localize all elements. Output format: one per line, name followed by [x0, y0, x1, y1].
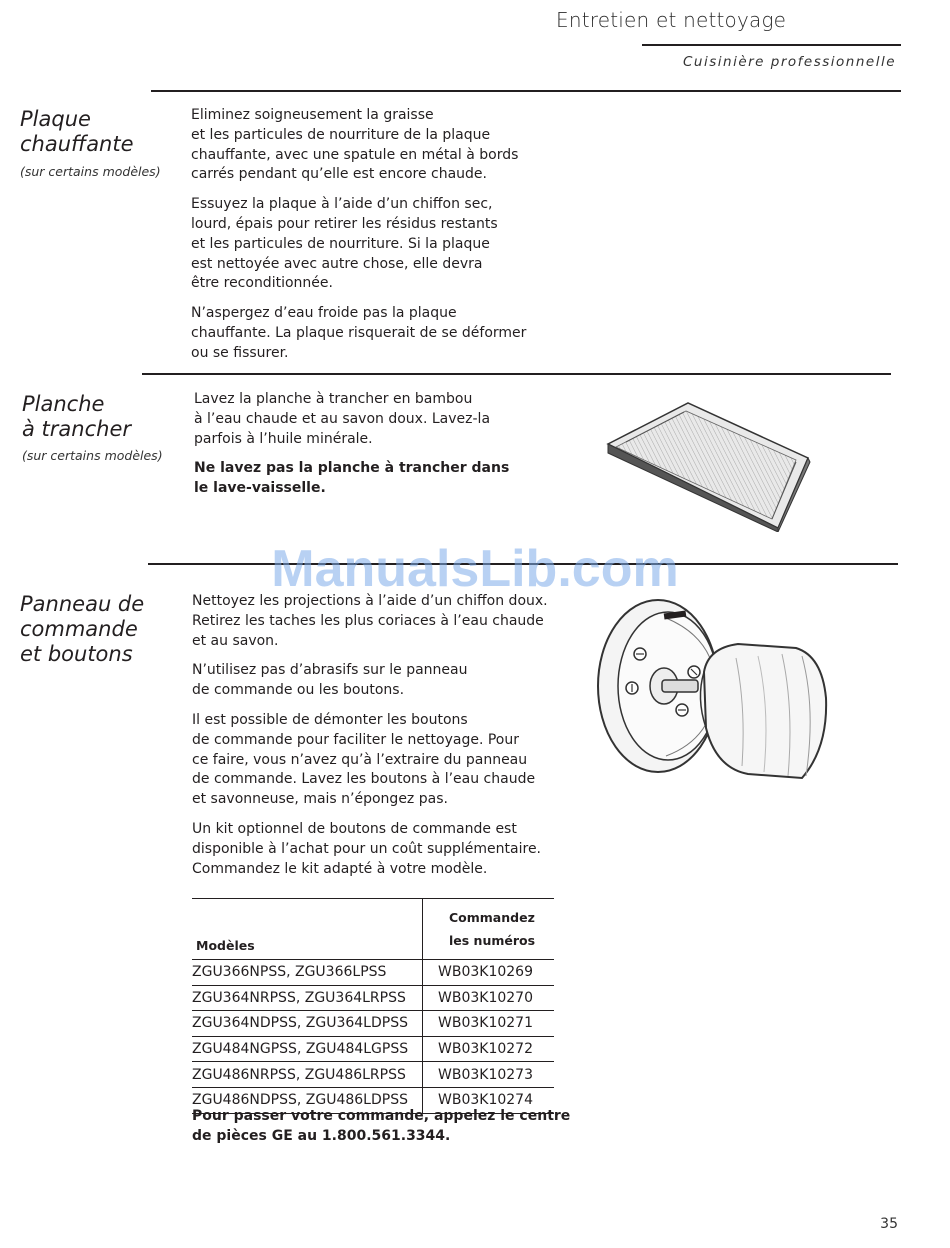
text-line: être reconditionnée.: [191, 275, 333, 292]
text-line: lourd, épais pour retirer les résidus restants: [191, 215, 498, 232]
header-text: Modèles: [196, 938, 255, 953]
part-number-cell: WB03K10271: [438, 1015, 533, 1032]
text-line: Ne lavez pas la planche à trancher dans: [194, 460, 510, 477]
section-note-griddle: (sur certains modèles): [20, 164, 161, 179]
section-title-cutting-board: [22, 392, 131, 442]
model-cell: ZGU484NGPSS, ZGU484LGPSS: [192, 1036, 423, 1062]
column-header-models: [192, 899, 423, 960]
control-knob-illustration: [596, 598, 830, 786]
title-line: chauffante: [20, 132, 134, 156]
text-line: Retirez les taches les plus coriaces à l’eau chaude: [192, 612, 544, 629]
text-line: ce faire, vous n’avez qu’à l’extraire du panneau: [192, 751, 528, 768]
table-row: [192, 1011, 554, 1037]
text-line: Pour passer votre commande, appelez le centre: [192, 1108, 571, 1124]
text-line: et les particules de nourriture. Si la plaque: [191, 235, 490, 252]
header-text: Commandez: [449, 910, 535, 925]
page-number: 35: [880, 1216, 898, 1232]
model-cell: ZGU486NDPSS, ZGU486LDPSS: [192, 1087, 423, 1113]
text-line: et les particules de nourriture de la plaque: [191, 126, 491, 143]
paragraph: [191, 106, 526, 185]
column-header-part-numbers: [423, 899, 555, 960]
model-cell: ZGU366NPSS, ZGU366LPSS: [192, 960, 423, 986]
text-line: de commande pour faciliter le nettoyage. Pour: [192, 731, 519, 748]
model-cell: ZGU486NRPSS, ZGU486LRPSS: [192, 1062, 423, 1088]
text-line: Commandez le kit adapté à votre modèle.: [192, 860, 488, 877]
title-line: et boutons: [20, 642, 133, 666]
cutting-board-text: [194, 390, 509, 509]
parts-table-wrapper: [192, 898, 554, 1114]
page-header-title: Entretien et nettoyage: [556, 8, 787, 32]
text-line: à l’eau chaude et au savon doux. Lavez-la: [194, 410, 491, 427]
part-number-cell: WB03K10272: [438, 1041, 533, 1058]
text-line: et au savon.: [192, 632, 279, 649]
watermark: ManualsLib.com: [271, 540, 679, 598]
header-text: les numéros: [449, 933, 536, 948]
paragraph: [192, 820, 548, 879]
text-line: Lavez la planche à trancher en bambou: [194, 391, 473, 407]
header-rule: [642, 44, 901, 46]
paragraph: [191, 304, 526, 363]
section-title-griddle: [20, 107, 134, 157]
table-row: [192, 960, 554, 986]
paragraph: [192, 592, 548, 651]
title-line: Planche: [22, 392, 105, 416]
text-line: Essuyez la plaque à l’aide d’un chiffon sec,: [191, 196, 493, 213]
text-line: carrés pendant qu’elle est encore chaude.: [191, 166, 487, 183]
text-line: Eliminez soigneusement la graisse: [191, 107, 434, 123]
paragraph: [192, 711, 548, 810]
order-note: [192, 1107, 570, 1147]
part-number-cell: WB03K10269: [438, 964, 533, 981]
text-line: ou se fissurer.: [191, 344, 289, 361]
section-note-cutting-board: (sur certains modèles): [22, 448, 163, 463]
table-row: [192, 985, 554, 1011]
text-line: est nettoyée avec autre chose, elle devra: [191, 255, 483, 272]
section-rule-griddle: [151, 90, 901, 92]
table-header-row: [192, 899, 554, 960]
text-line: et savonneuse, mais n’épongez pas.: [192, 791, 448, 808]
title-line: commande: [20, 617, 138, 641]
text-line: N’utilisez pas d’abrasifs sur le panneau: [192, 662, 468, 679]
text-line: Il est possible de démonter les boutons: [192, 711, 468, 728]
model-cell: ZGU364NDPSS, ZGU364LDPSS: [192, 1011, 423, 1037]
paragraph: [191, 195, 526, 294]
model-cell: ZGU364NRPSS, ZGU364LRPSS: [192, 985, 423, 1011]
table-row: [192, 1062, 554, 1088]
text-line: chauffante, avec une spatule en métal à bords: [191, 146, 519, 163]
cutting-board-illustration: [604, 400, 812, 532]
text-line: Un kit optionnel de boutons de commande est: [192, 820, 517, 837]
text-line: Nettoyez les projections à l’aide d’un chiffon doux.: [192, 593, 548, 609]
title-line: Plaque: [20, 107, 91, 131]
title-line: à trancher: [22, 417, 131, 441]
text-line: N’aspergez d’eau froide pas la plaque: [191, 305, 457, 322]
griddle-text: [191, 106, 526, 374]
table-row: [192, 1036, 554, 1062]
text-line: parfois à l’huile minérale.: [194, 430, 373, 447]
part-number-cell: WB03K10274: [438, 1092, 533, 1109]
text-line: de commande. Lavez les boutons à l’eau chaude: [192, 771, 536, 788]
part-number-cell: WB03K10270: [438, 989, 533, 1006]
text-line: disponible à l’achat pour un coût supplémentaire.: [192, 840, 542, 857]
paragraph: [194, 390, 509, 449]
text-line: chauffante. La plaque risquerait de se déformer: [191, 324, 527, 341]
title-line: Panneau de: [20, 592, 145, 616]
part-number-cell: WB03K10273: [438, 1066, 533, 1083]
paragraph: [192, 661, 548, 701]
control-panel-text: [192, 592, 548, 889]
page-header-subtitle: Cuisinière professionnelle: [683, 54, 897, 70]
section-title-control-panel: [20, 592, 144, 667]
warning-paragraph: [194, 459, 509, 499]
parts-table: [192, 899, 554, 1114]
text-line: de pièces GE au 1.800.561.3344.: [192, 1127, 451, 1144]
text-line: de commande ou les boutons.: [192, 682, 405, 699]
text-line: le lave-vaisselle.: [194, 480, 326, 497]
